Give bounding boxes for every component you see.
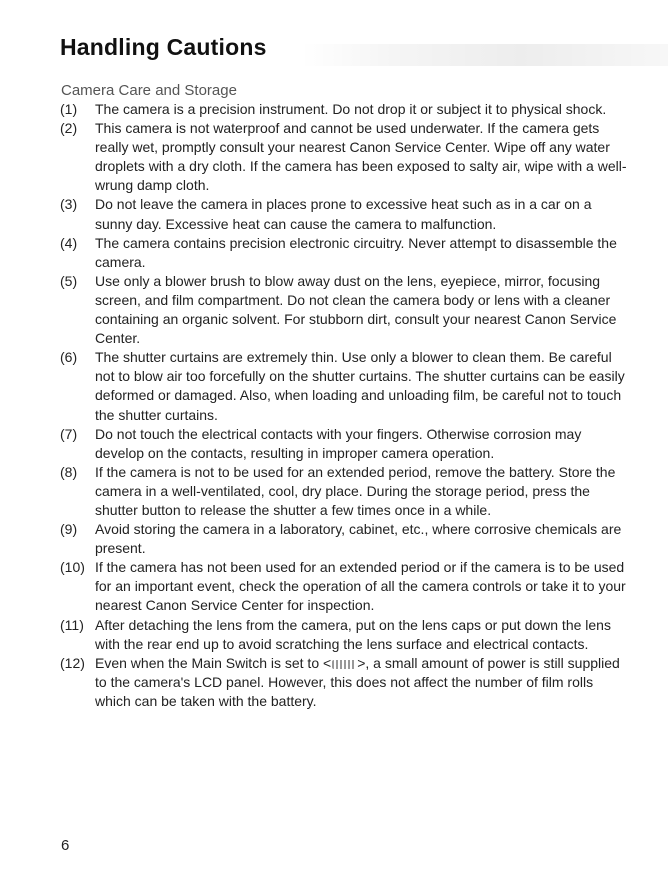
item-text: If the camera is not to be used for an extended period, remove the battery. Store the camera in a well-ventilated, cool, dry place. During the storage period, press the shutter button to release the shutter a few times once in a while. (95, 463, 616, 518)
caution-item (60, 425, 630, 463)
item-text: After detaching the lens from the camera, put on the lens caps or put down the lens with the rear end up to avoid scratching the lens surface and electrical contacts. (95, 616, 611, 652)
title-shading (300, 44, 668, 66)
caution-item (60, 520, 630, 558)
item-number: (3) (60, 196, 78, 213)
item-number: (8) (60, 463, 78, 480)
item-number: (4) (60, 234, 78, 251)
caution-item (60, 616, 630, 654)
item-number: (5) (60, 272, 78, 289)
item-number: (9) (60, 521, 78, 538)
item-text: If the camera has not been used for an extended period or if the camera is to be used for an important event, check the operation of all the camera controls or take it to your nearest Canon Service Center for inspection. (95, 559, 626, 614)
lock-position-icon (332, 660, 356, 669)
item-number: (6) (60, 349, 78, 366)
caution-item (60, 654, 630, 711)
caution-list (60, 100, 630, 711)
item-number: (12) (60, 654, 85, 671)
item-text: Do not touch the electrical contacts with your fingers. Otherwise corrosion may develop on the contacts, resulting in improper camera operation. (95, 425, 582, 461)
caution-item (60, 195, 630, 233)
caution-item (60, 348, 630, 424)
caution-item (60, 272, 630, 348)
item-number: (1) (60, 101, 78, 117)
caution-item (60, 558, 630, 615)
caution-item (60, 119, 630, 195)
item-number: (7) (60, 425, 78, 442)
item-number: (2) (60, 120, 78, 137)
caution-item (60, 234, 630, 272)
section-heading: Camera Care and Storage (61, 82, 237, 99)
caution-item (60, 463, 630, 520)
item-text-part: >, a small amount of power is still supplied to the camera's LCD panel. However, this does not affect the number of film rolls which can be taken with the battery. (95, 654, 620, 709)
caution-item (60, 100, 630, 119)
item-text: Avoid storing the camera in a laboratory, cabinet, etc., where corrosive chemicals are present. (95, 521, 622, 557)
item-number: (10) (60, 559, 85, 576)
item-text: The camera is a precision instrument. Do not drop it or subject it to physical shock. (95, 101, 607, 117)
item-text (95, 654, 630, 711)
item-text: Do not leave the camera in places prone to excessive heat such as in a car on a sunny day. Excessive heat can cause the camera to malfunction. (95, 196, 592, 232)
item-text: This camera is not waterproof and cannot be used underwater. If the camera gets really wet, promptly consult your nearest Canon Service Center. Wipe off any water droplets with a dry cloth. If the camera has been exposed to salty air, wipe with a well-wrung damp cloth. (95, 120, 627, 194)
item-number: (11) (60, 616, 84, 633)
item-text: The shutter curtains are extremely thin. Use only a blower to clean them. Be careful not to blow air too forcefully on the shutter curtains. The shutter curtains can be easily deformed or damaged. Also, when loading and unloading film, be careful not to touch the shutter curtains. (95, 349, 625, 423)
item-text: Use only a blower brush to blow away dust on the lens, eyepiece, mirror, focusing screen, and film compartment. Do not clean the camera body or lens with a cleaner containing an organic solvent. For stubborn dirt, consult your nearest Canon Service Center. (95, 272, 617, 347)
item-text-part: Even when the Main Switch is set to < (95, 654, 332, 671)
item-text: The camera contains precision electronic circuitry. Never attempt to disassemble the camera. (95, 234, 617, 270)
page-title: Handling Cautions (60, 34, 267, 60)
page-number: 6 (61, 837, 70, 854)
